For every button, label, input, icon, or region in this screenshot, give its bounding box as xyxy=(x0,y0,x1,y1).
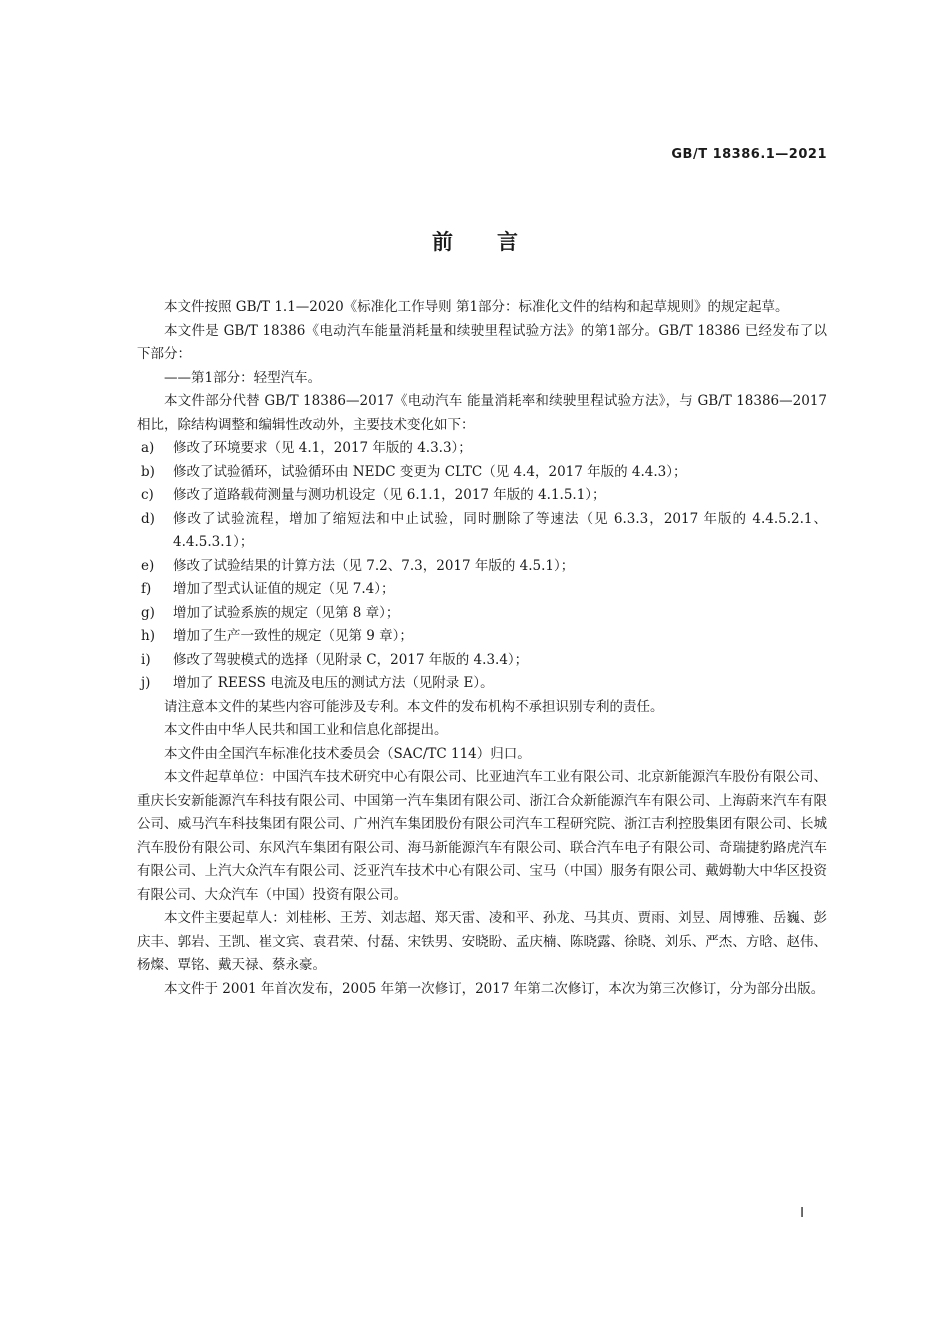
list-marker: g) xyxy=(141,604,155,621)
list-marker: f) xyxy=(141,581,152,597)
paragraph: 本文件部分代替 GB/T 18386—2017《电动汽车 能量消耗率和续驶里程试验方法》，与 GB/T 18386—2017 相比，除结构调整和编辑性改动外，主要技术变化如下： xyxy=(137,393,827,433)
paragraph: ——第1部分：轻型汽车。 xyxy=(164,369,322,386)
paragraph: 本文件按照 GB/T 1.1—2020《标准化工作导则 第1部分：标准化文件的结构和起草规则》的规定起草。 xyxy=(164,299,789,315)
list-text: 修改了试验流程，增加了缩短法和中止试验，同时删除了等速法（见 6.3.3，2017 年版的 4.4.5.2.1、4.4.5.3.1）； xyxy=(173,510,827,550)
list-text: 修改了道路载荷测量与测功机设定（见 6.1.1，2017 年版的 4.1.5.1）； xyxy=(173,487,606,503)
list-text: 修改了试验结果的计算方法（见 7.2、7.3，2017 年版的 4.5.1）； xyxy=(173,557,575,574)
list-item xyxy=(137,602,827,626)
paragraph: 本文件是 GB/T 18386《电动汽车能量消耗量和续驶里程试验方法》的第1部分。GB/T 18386 已经发布了以下部分： xyxy=(137,322,827,362)
list-marker: d) xyxy=(141,510,155,527)
list-text: 修改了驾驶模式的选择（见附录 C，2017 年版的 4.3.4）； xyxy=(173,651,529,668)
list-text: 增加了 REESS 电流及电压的测试方法（见附录 E）。 xyxy=(173,675,494,691)
paragraph: 本文件于 2001 年首次发布，2005 年第一次修订，2017 年第二次修订，本次为第三次修订，分为部分出版。 xyxy=(164,980,825,997)
paragraph: 本文件主要起草人：刘桂彬、王芳、刘志超、郑天雷、凌和平、孙龙、马其贞、贾雨、刘昱、周博雅、岳巍、彭庆丰、郭岩、王凯、崔文宾、袁君荣、付磊、宋铁男、安晓盼、孟庆楠、陈晓露、徐晓、刘乐、严杰、方晗、赵伟、杨燦、覃铭、戴天禄、蔡永豪。 xyxy=(137,910,827,973)
list-text: 增加了生产一致性的规定（见第 9 章）； xyxy=(173,628,413,644)
page-title: 前言 xyxy=(432,230,562,254)
list-marker: e) xyxy=(141,557,155,574)
list-text: 增加了型式认证值的规定（见 7.4）； xyxy=(173,581,395,597)
list-marker: c) xyxy=(141,487,154,503)
list-item xyxy=(137,508,827,555)
list-marker: i) xyxy=(141,651,151,668)
list-item xyxy=(137,578,827,602)
page-number: I xyxy=(800,1206,804,1221)
list-item xyxy=(137,649,827,673)
list-text: 增加了试验系族的规定（见第 8 章）； xyxy=(173,604,400,621)
paragraph: 请注意本文件的某些内容可能涉及专利。本文件的发布机构不承担识别专利的责任。 xyxy=(164,698,664,715)
list-item xyxy=(137,672,827,696)
paragraph: 本文件起草单位：中国汽车技术研究中心有限公司、比亚迪汽车工业有限公司、北京新能源汽车股份有限公司、重庆长安新能源汽车科技有限公司、中国第一汽车集团有限公司、浙江合众新能源汽车有限公司、上海蔚来汽车有限公司、威马汽车科技集团有限公司、广州汽车集团股份有限公司汽车工程研究院、浙江吉利控股集团有限公司、长城汽车股份有限公司、东风汽车集团有限公司、海马新能源汽车有限公司、联合汽车电子有限公司、奇瑞捷豹路虎汽车有限公司、上汽大众汽车有限公司、泛亚汽车技术中心有限公司、宝马（中国）服务有限公司、戴姆勒大中华区投资有限公司、大众汽车（中国）投资有限公司。 xyxy=(137,769,827,903)
list-marker: j) xyxy=(141,675,151,691)
paragraph: 本文件由中华人民共和国工业和信息化部提出。 xyxy=(164,722,448,738)
list-text: 修改了试验循环，试验循环由 NEDC 变更为 CLTC（见 4.4，2017 年版的 4.4.3）； xyxy=(173,463,687,480)
list-marker: a) xyxy=(141,440,155,456)
list-item xyxy=(137,461,827,485)
changes-list xyxy=(137,437,827,696)
list-marker: h) xyxy=(141,628,155,644)
list-text: 修改了环境要求（见 4.1，2017 年版的 4.3.3）； xyxy=(173,440,472,456)
document-body xyxy=(137,296,827,1001)
list-item xyxy=(137,555,827,579)
standard-code: GB/T 18386.1—2021 xyxy=(671,147,827,162)
list-item xyxy=(137,437,827,461)
list-item xyxy=(137,625,827,649)
paragraph: 本文件由全国汽车标准化技术委员会（SAC/TC 114）归口。 xyxy=(164,745,531,762)
list-marker: b) xyxy=(141,463,155,480)
list-item xyxy=(137,484,827,508)
